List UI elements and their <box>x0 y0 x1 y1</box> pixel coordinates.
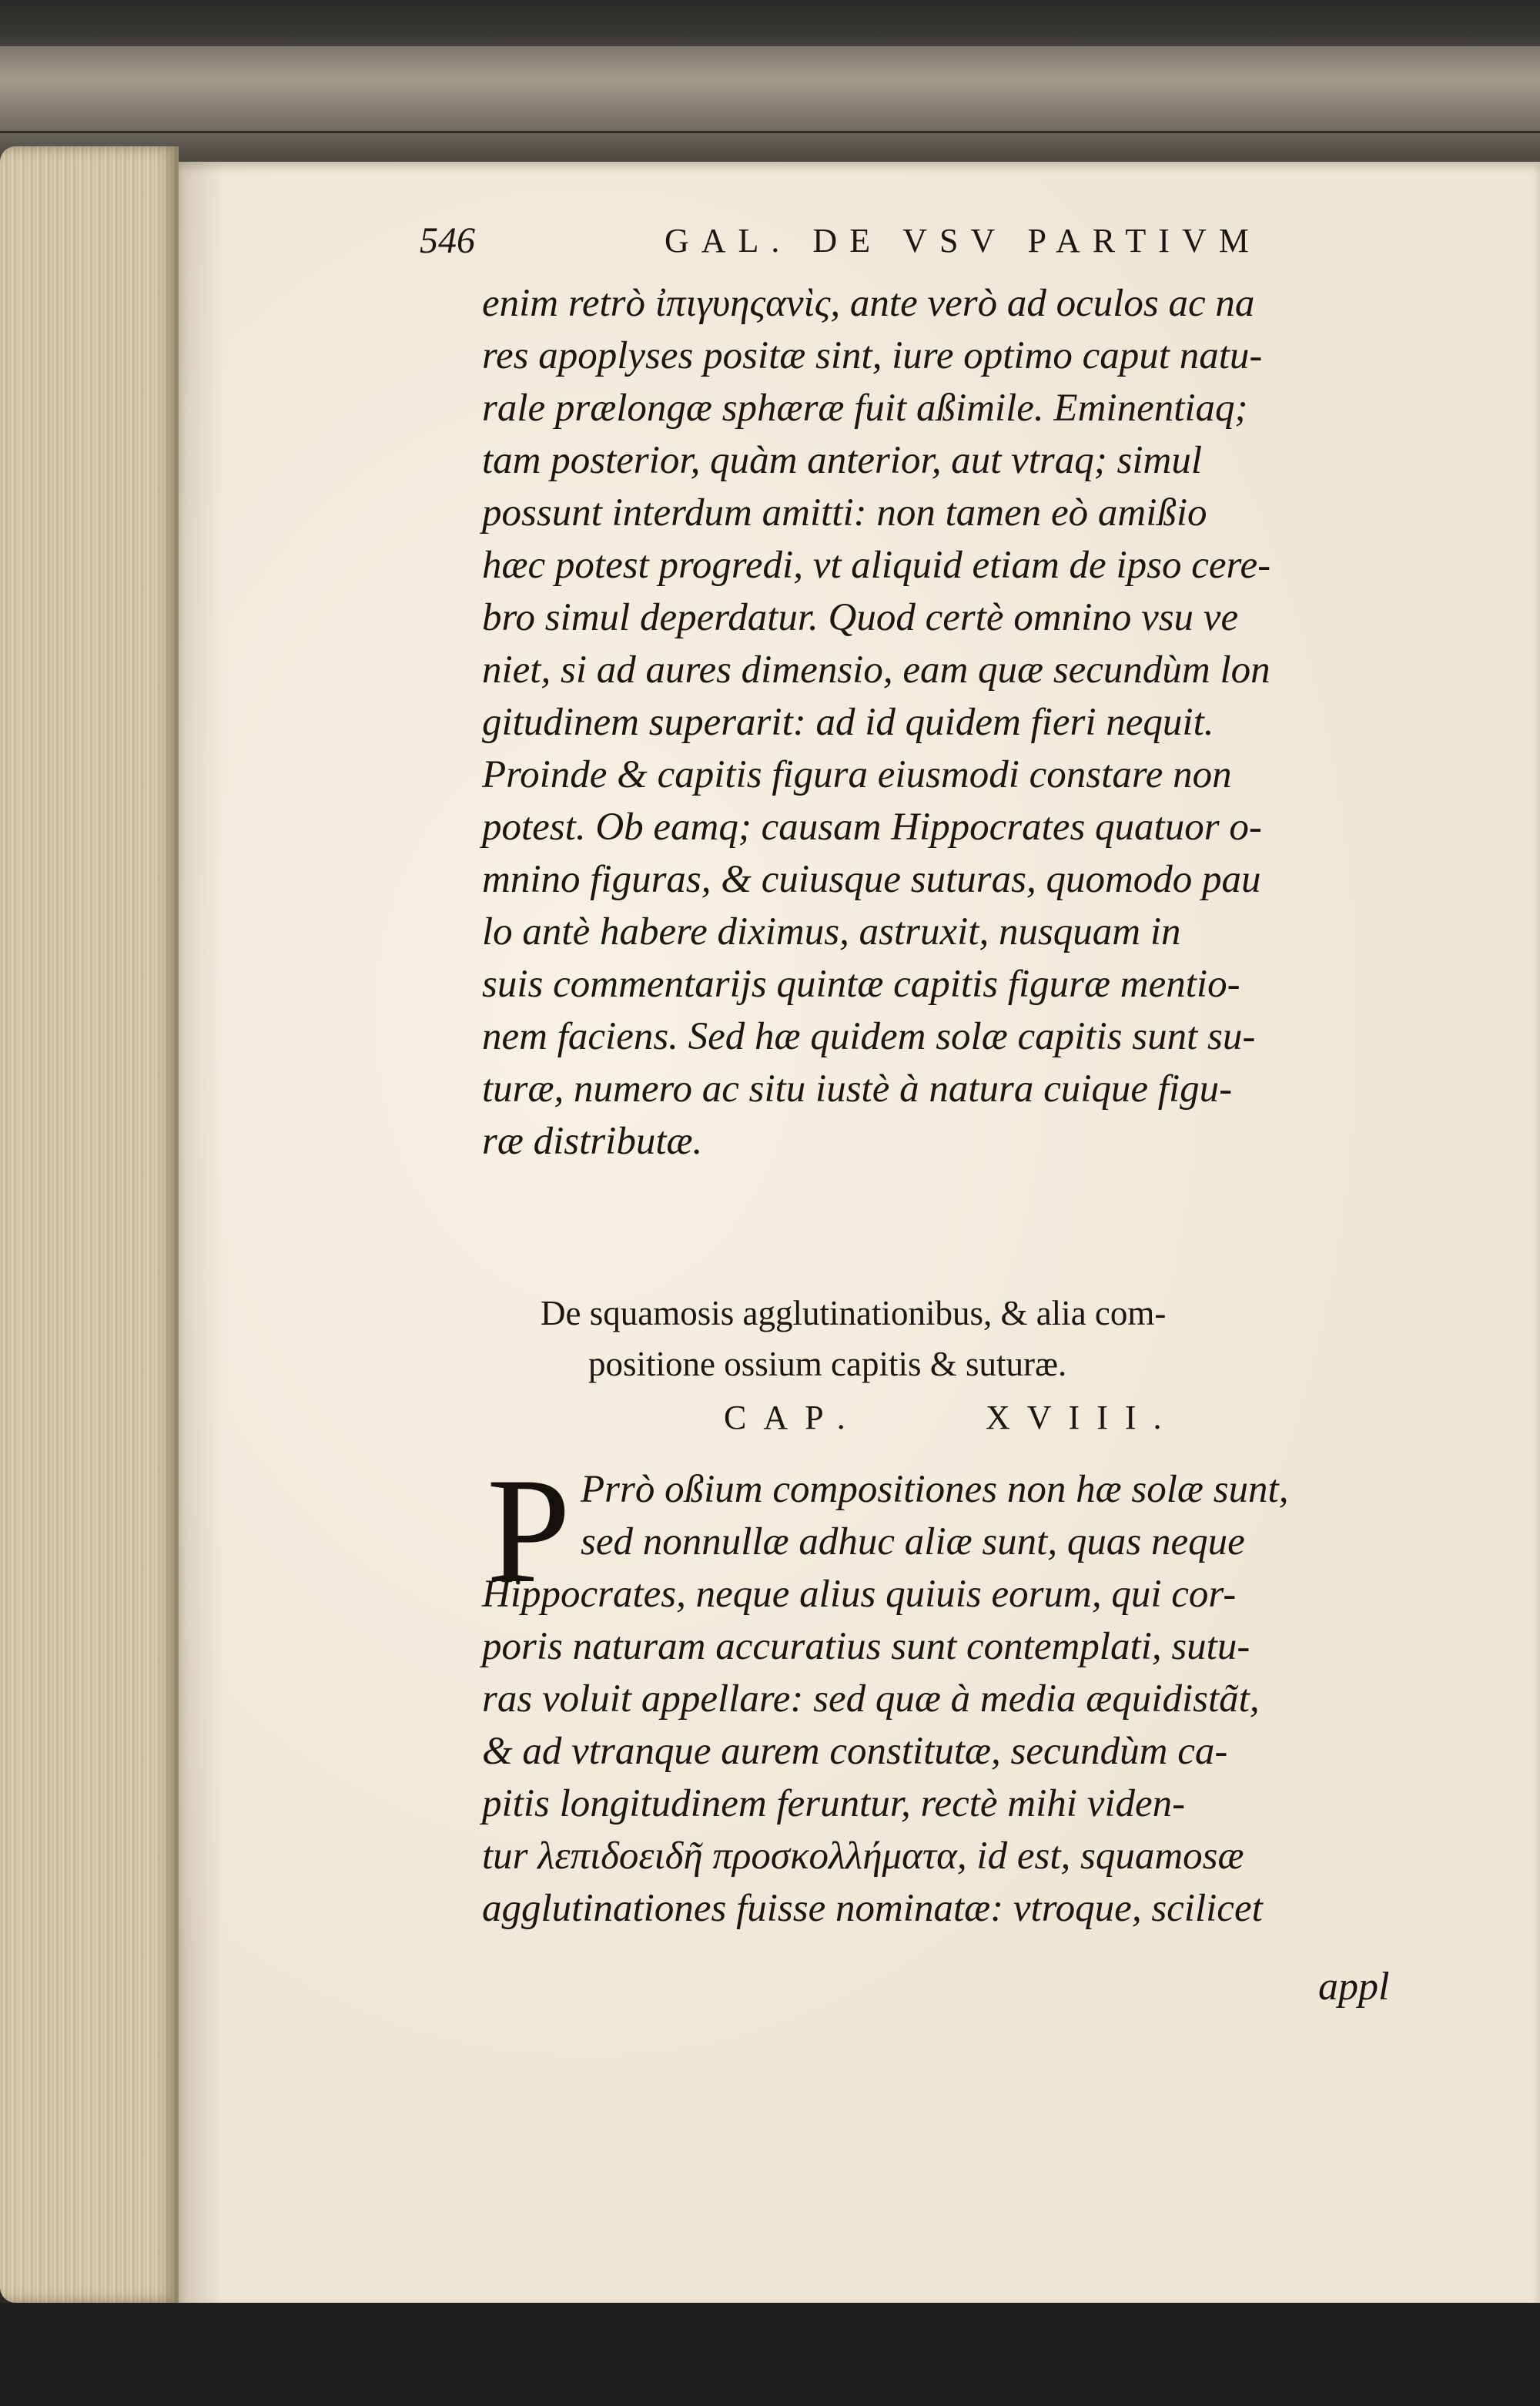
text-line: Prrò oßium compositiones non hæ solæ sunt, <box>581 1468 1289 1511</box>
text-line: enim retrò ἰπιγυηςανὶς, ante verò ad oculos ac na <box>482 282 1255 325</box>
paragraph-1 <box>482 277 1460 1168</box>
text-line: rale prælongæ sphæræ fuit aßimile. Eminentiaq; <box>482 387 1248 430</box>
text-line: Hippocrates, neque alius quiuis eorum, qui cor- <box>482 1573 1237 1616</box>
text-line: potest. Ob eamq; causam Hippocrates quatuor o- <box>482 806 1262 849</box>
page-edges-stack <box>0 146 179 2303</box>
text-line: tur λεπιδοειδῆ προσκολλήματα, id est, squamosæ <box>482 1835 1244 1878</box>
background-bottom <box>0 2303 1540 2406</box>
text-line: gitudinem superarit: ad id quidem fieri nequit. <box>482 701 1214 744</box>
page-number: 546 <box>420 220 475 261</box>
catchword: appl <box>1318 1965 1390 2009</box>
chapter-rubric <box>541 1288 1480 1389</box>
text-line: possunt interdum amitti: non tamen eò amißio <box>482 491 1207 534</box>
text-line: turæ, numero ac situ iustè à natura cuique figu- <box>482 1067 1233 1111</box>
text-line: ras voluit appellare: sed quæ à media æquidistãt, <box>482 1677 1260 1721</box>
rubric-line: De squamosis agglutinationibus, & alia com- <box>541 1294 1167 1332</box>
text-line: agglutinationes fuisse nominatæ: vtroque, scilicet <box>482 1887 1263 1930</box>
text-line: res apoplyses positæ sint, iure optimo caput natu- <box>482 334 1263 377</box>
text-line: hæc potest progredi, vt aliquid etiam de ipso cere- <box>482 544 1271 587</box>
drop-cap-initial: P <box>487 1447 571 1614</box>
text-line: & ad vtranque aurem constitutæ, secundùm ca- <box>482 1730 1228 1773</box>
text-line: poris naturam accuratius sunt contemplati, sutu- <box>482 1625 1250 1668</box>
text-line: sed nonnullæ adhuc aliæ sunt, quas neque <box>581 1520 1245 1563</box>
chapter-number: XVIII. <box>986 1399 1179 1436</box>
text-line: mnino figuras, & cuiusque suturas, quomodo pau <box>482 858 1261 901</box>
text-line: pitis longitudinem feruntur, rectè mihi viden- <box>482 1782 1186 1825</box>
text-line: nem faciens. Sed hæ quidem solæ capitis sunt su- <box>482 1015 1256 1058</box>
text-line: Proinde & capitis figura eiusmodi constare non <box>482 753 1232 796</box>
rubric-line: positione ossium capitis & suturæ. <box>588 1345 1067 1383</box>
text-line: lo antè habere diximus, astruxit, nusquam in <box>482 910 1181 953</box>
text-line: niet, si ad aures dimensio, eam quæ secundùm lon <box>482 648 1270 692</box>
book-spine-edge <box>0 46 1540 133</box>
chapter-heading <box>724 1398 1263 1452</box>
text-line: bro simul deperdatur. Quod certè omnino vsu ve <box>482 596 1239 639</box>
chapter-label: CAP. <box>724 1399 862 1436</box>
paragraph-2 <box>482 1463 1460 1935</box>
text-line: ræ distributæ. <box>482 1120 703 1163</box>
running-title: GAL. DE VSV PARTIVM <box>665 222 1261 260</box>
text-line: tam posterior, quàm anterior, aut vtraq; simul <box>482 439 1203 482</box>
text-line: suis commentarijs quintæ capitis figuræ mentio- <box>482 963 1240 1006</box>
running-head <box>420 219 1498 273</box>
